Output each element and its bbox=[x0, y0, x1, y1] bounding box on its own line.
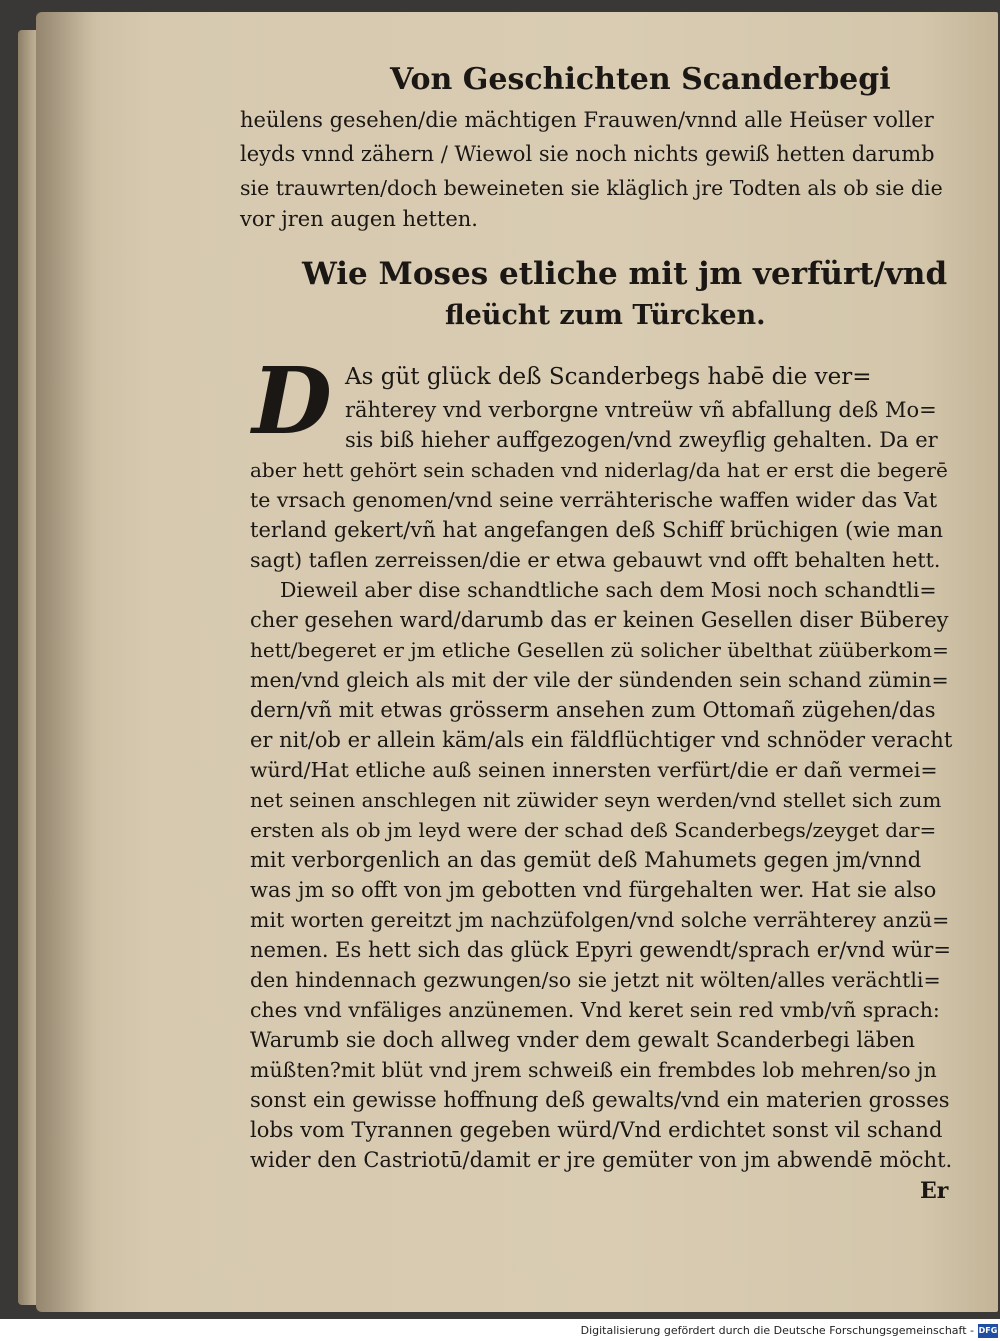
body-line: te vrsach genomen/vnd seine verrähterische waffen wider das Vat bbox=[250, 488, 938, 512]
intro-line: leyds vnnd zähern / Wiewol sie noch nichts gewiß hetten darumb bbox=[240, 142, 935, 166]
intro-line: heülens gesehen/die mächtigen Frauwen/vnnd alle Heüser voller bbox=[240, 108, 934, 132]
body-line: As güt glück deß Scanderbegs habē die ver= bbox=[345, 364, 872, 390]
intro-line: vor jren augen hetten. bbox=[240, 207, 478, 231]
body-line: hett/begeret er jm etliche Gesellen zü solicher übelthat züüberkom= bbox=[250, 638, 949, 662]
body-line: ches vnd vnfäliges anzünemen. Vnd keret sein red vmb/vñ sprach: bbox=[250, 998, 940, 1022]
body-line: den hindennach gezwungen/so sie jetzt nit wölten/alles verächtli= bbox=[250, 968, 941, 992]
body-line: cher gesehen ward/darumb das er keinen Gesellen diser Büberey bbox=[250, 608, 949, 632]
body-line: aber hett gehört sein schaden vnd niderlag/da hat er erst die begerē bbox=[250, 458, 948, 482]
drop-cap-initial: D bbox=[252, 347, 332, 455]
footer-credit: Digitalisierung gefördert durch die Deutsche Forschungsgemeinschaft - bbox=[580, 1324, 974, 1337]
body-line: wider den Castriotū/damit er jre gemüter von jm abwendē möcht. bbox=[250, 1148, 953, 1172]
body-line: er nit/ob er allein käm/als ein fäldflüchtiger vnd schnöder veracht bbox=[250, 728, 953, 752]
body-line: sonst ein gewisse hoffnung deß gewalts/vnd ein materien grosses bbox=[250, 1088, 950, 1112]
book-page bbox=[36, 12, 998, 1312]
chapter-heading-line-1: Wie Moses etliche mit jm verfürt/vnd bbox=[302, 256, 948, 292]
intro-line: sie trauwrten/doch beweineten sie kläglich jre Todten als ob sie die bbox=[240, 176, 943, 200]
body-line: Warumb sie doch allweg vnder dem gewalt Scanderbegi läben bbox=[250, 1028, 916, 1052]
body-line: mit verborgenlich an das gemüt deß Mahumets gegen jm/vnnd bbox=[250, 848, 922, 872]
body-line: Dieweil aber dise schandtliche sach dem Mosi noch schandtli= bbox=[280, 578, 937, 602]
body-line: sagt) taflen zerreissen/die er etwa gebauwt vnd offt behalten hett. bbox=[250, 548, 941, 572]
body-line: dern/vñ mit etwas grösserm ansehen zum Ottomañ zügehen/das bbox=[250, 698, 936, 722]
body-line: müßten?mit blüt vnd jrem schweiß ein frembdes lob mehren/so jn bbox=[250, 1058, 937, 1082]
running-head: Von Geschichten Scanderbegi bbox=[390, 62, 891, 97]
body-line: würd/Hat etliche auß seinen innersten verfürt/die er dañ vermei= bbox=[250, 758, 938, 782]
body-line: net seinen anschlegen nit züwider seyn werden/vnd stellet sich zum bbox=[250, 788, 942, 812]
body-line: nemen. Es hett sich das glück Epyri gewendt/sprach er/vnd wür= bbox=[250, 938, 951, 962]
footer-bar bbox=[0, 1319, 1000, 1341]
body-line: was jm so offt von jm gebotten vnd fürgehalten wer. Hat sie also bbox=[250, 878, 937, 902]
body-line: sis biß hieher auffgezogen/vnd zweyflig gehalten. Da er bbox=[345, 428, 938, 452]
dfg-logo-icon[interactable]: DFG bbox=[978, 1324, 998, 1338]
catchword: Er bbox=[920, 1178, 949, 1204]
chapter-heading-line-2: fleücht zum Türcken. bbox=[445, 300, 766, 331]
body-line: mit worten gereitzt jm nachzüfolgen/vnd solche verrähterey anzü= bbox=[250, 908, 950, 932]
page-gutter-shadow bbox=[36, 12, 96, 1312]
body-line: rähterey vnd verborgne vntreüw vñ abfallung deß Mo= bbox=[345, 398, 937, 422]
body-line: lobs vom Tyrannen gegeben würd/Vnd erdichtet sonst vil schand bbox=[250, 1118, 943, 1142]
body-line: men/vnd gleich als mit der vile der sündenden sein schand zümin= bbox=[250, 668, 949, 692]
body-line: ersten als ob jm leyd were der schad deß Scanderbegs/zeyget dar= bbox=[250, 818, 937, 842]
body-line: terland gekert/vñ hat angefangen deß Schiff brüchigen (wie man bbox=[250, 518, 943, 542]
